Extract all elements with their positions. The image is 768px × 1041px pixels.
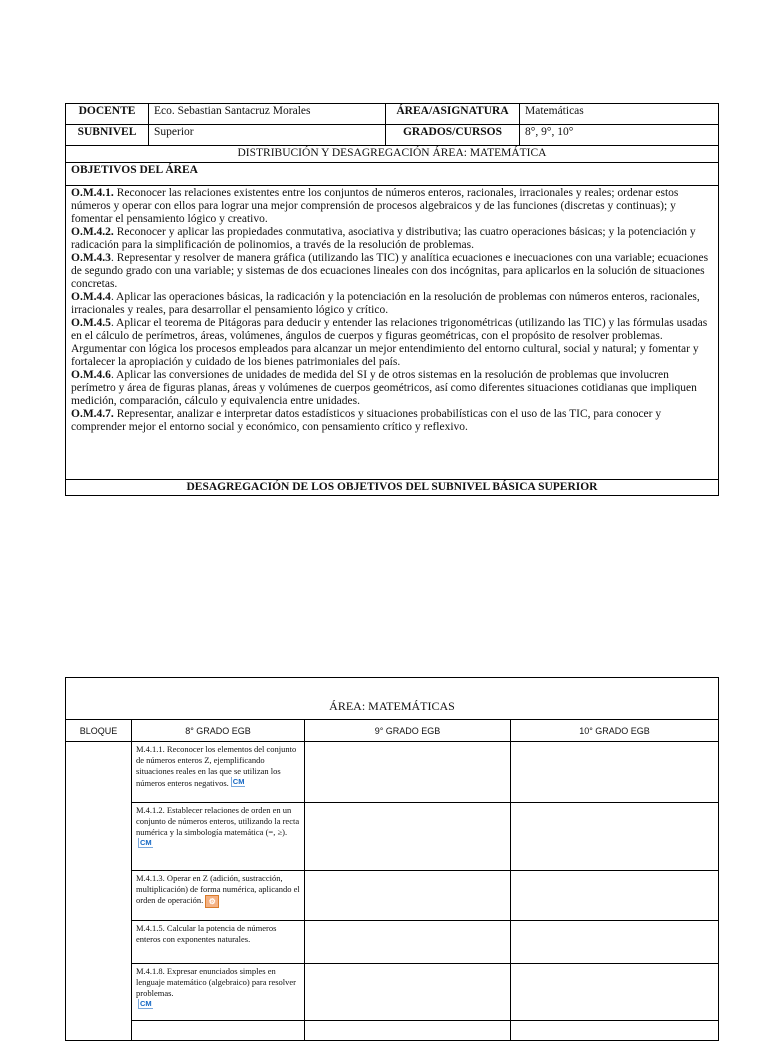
area-value: Matemáticas <box>520 104 719 125</box>
bloque-cell <box>66 742 132 1041</box>
header-table <box>65 103 719 496</box>
area-table <box>65 677 719 1041</box>
table-row: M.4.1.3. Operar en Z (adición, sustracción, multiplicación) de forma numérica, aplicando el orden de operación. ⚙ <box>132 871 305 921</box>
col-bloque: BLOQUE <box>66 720 132 742</box>
distribucion-title: DISTRIBUCIÓN Y DESAGREGACIÓN ÁREA: MATEMÁTICA <box>66 146 719 163</box>
docente-value: Eco. Sebastian Santacruz Morales <box>149 104 386 125</box>
docente-label: DOCENTE <box>66 104 149 125</box>
tool-icon: ⚙ <box>205 895 219 908</box>
desagregacion-title: DESAGREGACIÓN DE LOS OBJETIVOS DEL SUBNIVEL BÁSICA SUPERIOR <box>66 480 719 496</box>
objective-item: O.M.4.5. Aplicar el teorema de Pitágoras para deducir y entender las relaciones trigonométricas (utilizando las TIC) y las fórmulas usadas en el cálculo de perímetros, áreas, volúmenes, ángulos de cuerpos y figuras geométricas, con el propósito de resolver problemas. Argumentar con lógica los procesos empleados para alcanzar un mejor entendimiento del entorno cultural, social y natural; y fomentar y fortalecer la apropiación y cuidado de los bienes patrimoniales del país. <box>71 317 708 368</box>
objective-item: O.M.4.2. Reconocer y aplicar las propiedades conmutativa, asociativa y distributiva; las cuatro operaciones básicas; y la potenciación y radicación para la simplificación de polinomios, a través de la resolución de problemas. <box>71 226 696 251</box>
objective-item: O.M.4.6. Aplicar las conversiones de unidades de medida del SI y de otros sistemas en la resolución de problemas que involucren perímetro y área de figuras planas, áreas y volúmenes de cuerpos geométricos, así como diferentes situaciones cotidianas que impliquen medición, comparación, cálculo y equivalencia entre unidades. <box>71 369 697 407</box>
table-row: M.4.1.2. Establecer relaciones de orden en un conjunto de números enteros, utilizando la recta numérica y la simbología matemática (=, ≥).CM <box>132 803 305 871</box>
objetivos-title: OBJETIVOS DEL ÁREA <box>66 163 719 186</box>
area-label: ÁREA/ASIGNATURA <box>386 104 520 125</box>
table-row: M.4.1.1. Reconocer los elementos del conjunto de números enteros Z, ejemplificando situaciones reales en las que se utilizan los números enteros negativos. CM <box>132 742 305 803</box>
subnivel-value: Superior <box>149 125 386 146</box>
objective-item: O.M.4.7. Representar, analizar e interpretar datos estadísticos y situaciones probabilísticas con el uso de las TIC, para conocer y comprender mejor el entorno social y económico, con pensamiento crítico y reflexivo. <box>71 408 662 433</box>
table-row: M.4.1.8. Expresar enunciados simples en lenguaje matemático (algebraico) para resolver problemas. CM <box>132 964 305 1021</box>
grados-value: 8°, 9°, 10° <box>520 125 719 146</box>
cm-badge-icon: CM <box>140 838 152 847</box>
cm-badge-icon: CM <box>140 999 152 1008</box>
objective-item: O.M.4.3. Representar y resolver de manera gráfica (utilizando las TIC) y analítica ecuaciones e inecuaciones con una variable; ecuaciones de segundo grado con una variable; y sistemas de dos ecuaciones lineales con dos incógnitas, para aplicarlos en la solución de situaciones concretas. <box>71 252 709 290</box>
grados-label: GRADOS/CURSOS <box>386 125 520 146</box>
cm-badge-icon: CM <box>232 777 245 786</box>
area-table-title: ÁREA: MATEMÁTICAS <box>66 678 719 720</box>
objectives-list <box>66 186 719 480</box>
subnivel-label: SUBNIVEL <box>66 125 149 146</box>
col-10-grado: 10° GRADO EGB <box>511 720 719 742</box>
objective-item: O.M.4.4. Aplicar las operaciones básicas, la radicación y la potenciación en la resolución de problemas con números enteros, racionales, irracionales y reales, para desarrollar el pensamiento lógico y crítico. <box>71 291 700 316</box>
col-9-grado: 9° GRADO EGB <box>305 720 511 742</box>
col-8-grado: 8° GRADO EGB <box>132 720 305 742</box>
table-row: M.4.1.5. Calcular la potencia de números enteros con exponentes naturales. <box>132 921 305 964</box>
objective-item: O.M.4.1. Reconocer las relaciones existentes entre los conjuntos de números enteros, racionales, irracionales y reales; ordenar estos números y operar con ellos para lograr una mejor comprensión de procesos algebraicos y de las funciones (discretas y continuas); y fomentar el pensamiento lógico y creativo. <box>71 187 679 225</box>
